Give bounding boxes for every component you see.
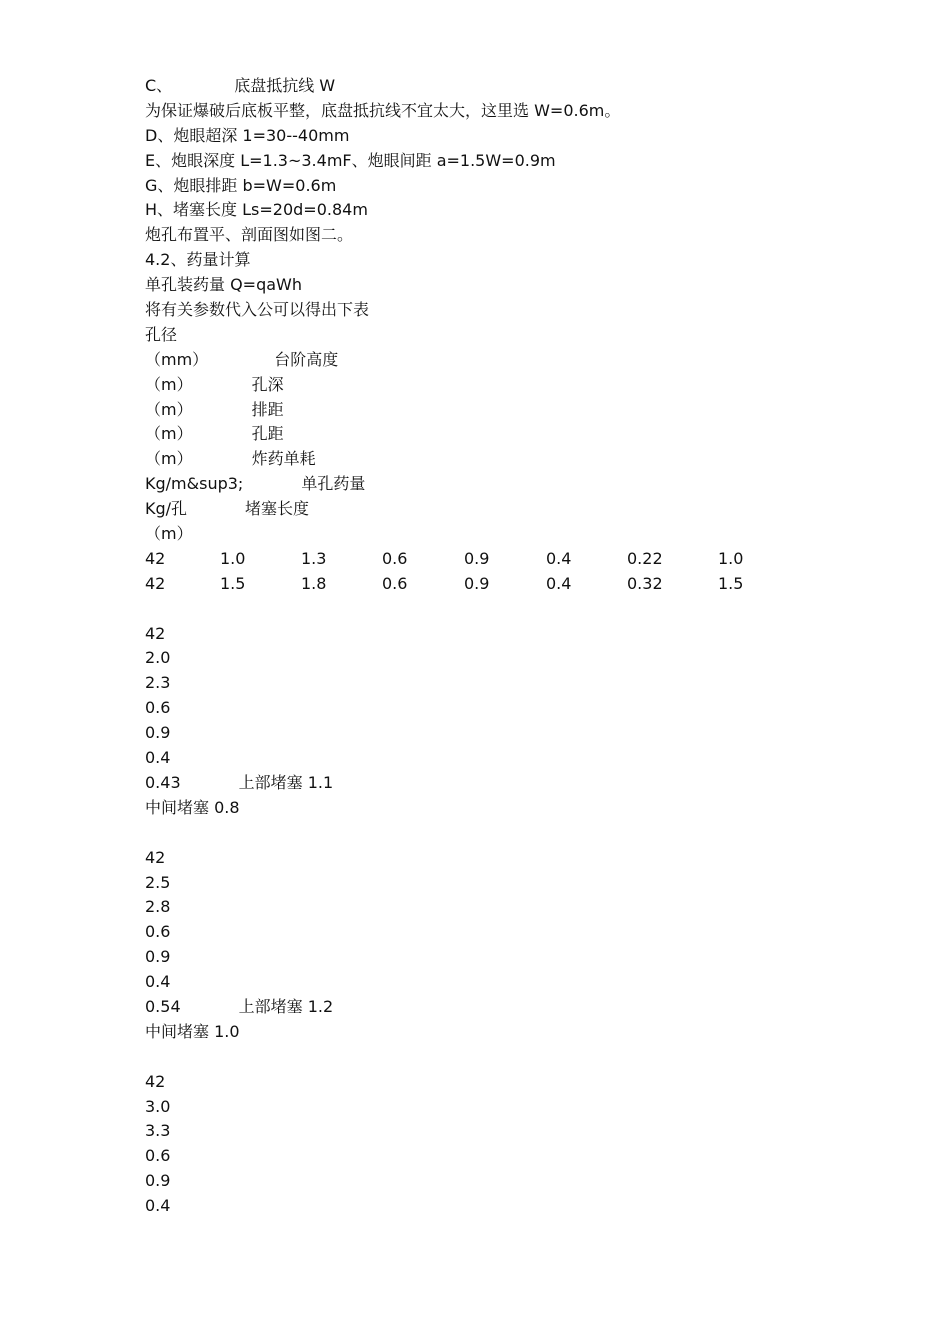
item-d: D、炮眼超深 1=30--40mm bbox=[145, 125, 350, 145]
header-diameter: 孔径 bbox=[145, 324, 178, 344]
cell-row-spacing: 0.6 bbox=[382, 548, 408, 568]
row3-diameter: 42 bbox=[145, 623, 166, 643]
header-hole-depth: 孔深 bbox=[251, 374, 284, 394]
row4-hole-depth: 2.8 bbox=[145, 897, 171, 917]
cell-diameter: 42 bbox=[145, 573, 166, 593]
header-unit-m-last: （m） bbox=[145, 524, 193, 544]
cell-unit-consumption: 0.4 bbox=[546, 548, 572, 568]
item-h: H、堵塞长度 Ls=20d=0.84m bbox=[145, 200, 368, 220]
row4-unit-consumption: 0.4 bbox=[145, 972, 171, 992]
spacer bbox=[145, 597, 865, 622]
row5-row-spacing: 0.6 bbox=[145, 1146, 171, 1166]
row3-row-spacing: 0.6 bbox=[145, 698, 171, 718]
header-unit-kg-hole: Kg/孔 bbox=[145, 499, 188, 519]
header-line-7 bbox=[145, 472, 865, 497]
table-row bbox=[145, 572, 865, 597]
cell-bench-height: 1.0 bbox=[220, 548, 246, 568]
cell-hole-depth: 1.8 bbox=[301, 573, 327, 593]
item-e: E、炮眼深度 L=1.3~3.4mF、炮眼间距 a=1.5W=0.9m bbox=[145, 150, 556, 170]
row4-hole-spacing: 0.9 bbox=[145, 947, 171, 967]
cell-row-spacing: 0.6 bbox=[382, 573, 408, 593]
header-line-4 bbox=[145, 398, 865, 423]
row4-charge: 0.54 bbox=[145, 996, 181, 1016]
row5-bench-height: 3.0 bbox=[145, 1096, 171, 1116]
item-c-text: 底盘抵抗线 W bbox=[234, 76, 336, 95]
charge-formula: 单孔装药量 Q=qaWh bbox=[145, 275, 303, 295]
cell-stemming: 1.5 bbox=[718, 573, 744, 593]
row5-unit-consumption: 0.4 bbox=[145, 1196, 171, 1216]
header-unit-m: （m） bbox=[145, 449, 193, 469]
cell-diameter: 42 bbox=[145, 548, 166, 568]
row5-hole-spacing: 0.9 bbox=[145, 1171, 171, 1191]
cell-hole-depth: 1.3 bbox=[301, 548, 327, 568]
header-line-5 bbox=[145, 422, 865, 447]
section-title: 4.2、药量计算 bbox=[145, 250, 251, 270]
layout-note: 炮孔布置平、剖面图如图二。 bbox=[145, 225, 354, 245]
header-unit-kg-m3: Kg/m&sup3; bbox=[145, 474, 244, 494]
header-hole-spacing: 孔距 bbox=[251, 424, 284, 444]
cell-hole-spacing: 0.9 bbox=[464, 548, 490, 568]
item-c-label: C、 bbox=[145, 76, 173, 95]
row4-bench-height: 2.5 bbox=[145, 872, 171, 892]
header-unit-mm: （mm） bbox=[145, 349, 209, 369]
row4-upper-stemming: 上部堵塞 1.2 bbox=[238, 996, 334, 1016]
cell-stemming: 1.0 bbox=[718, 548, 744, 568]
cell-hole-spacing: 0.9 bbox=[464, 573, 490, 593]
row4-charge-line bbox=[145, 995, 865, 1020]
item-c-heading bbox=[145, 74, 865, 99]
header-unit-m: （m） bbox=[145, 399, 193, 419]
item-g: G、炮眼排距 b=W=0.6m bbox=[145, 175, 337, 195]
cell-bench-height: 1.5 bbox=[220, 573, 246, 593]
table-intro: 将有关参数代入公可以得出下表 bbox=[145, 300, 370, 320]
header-unit-m: （m） bbox=[145, 374, 193, 394]
row3-charge: 0.43 bbox=[145, 772, 181, 792]
table-row bbox=[145, 547, 865, 572]
header-stemming-length: 堵塞长度 bbox=[245, 499, 310, 519]
header-unit-m: （m） bbox=[145, 424, 193, 444]
row5-hole-depth: 3.3 bbox=[145, 1121, 171, 1141]
document-body bbox=[145, 74, 865, 1219]
row3-middle-stemming: 中间堵塞 0.8 bbox=[145, 797, 240, 817]
header-bench-height: 台阶高度 bbox=[274, 349, 339, 369]
row3-hole-spacing: 0.9 bbox=[145, 723, 171, 743]
row3-hole-depth: 2.3 bbox=[145, 673, 171, 693]
spacer bbox=[145, 821, 865, 846]
cell-charge: 0.22 bbox=[627, 548, 663, 568]
spacer bbox=[145, 1045, 865, 1070]
header-line-6 bbox=[145, 447, 865, 472]
row4-diameter: 42 bbox=[145, 847, 166, 867]
header-charge-per-hole: 单孔药量 bbox=[301, 474, 366, 494]
header-line-3 bbox=[145, 373, 865, 398]
cell-unit-consumption: 0.4 bbox=[546, 573, 572, 593]
row5-diameter: 42 bbox=[145, 1071, 166, 1091]
header-line-2 bbox=[145, 348, 865, 373]
item-c-description: 为保证爆破后底板平整，底盘抵抗线不宜太大，这里选 W=0.6m。 bbox=[145, 100, 621, 120]
row3-unit-consumption: 0.4 bbox=[145, 748, 171, 768]
row4-row-spacing: 0.6 bbox=[145, 922, 171, 942]
row3-upper-stemming: 上部堵塞 1.1 bbox=[238, 772, 334, 792]
cell-charge: 0.32 bbox=[627, 573, 663, 593]
row3-charge-line bbox=[145, 771, 865, 796]
row4-middle-stemming: 中间堵塞 1.0 bbox=[145, 1021, 240, 1041]
header-row-spacing: 排距 bbox=[251, 399, 284, 419]
header-unit-consumption: 炸药单耗 bbox=[251, 449, 316, 469]
row3-bench-height: 2.0 bbox=[145, 648, 171, 668]
header-line-8 bbox=[145, 497, 865, 522]
